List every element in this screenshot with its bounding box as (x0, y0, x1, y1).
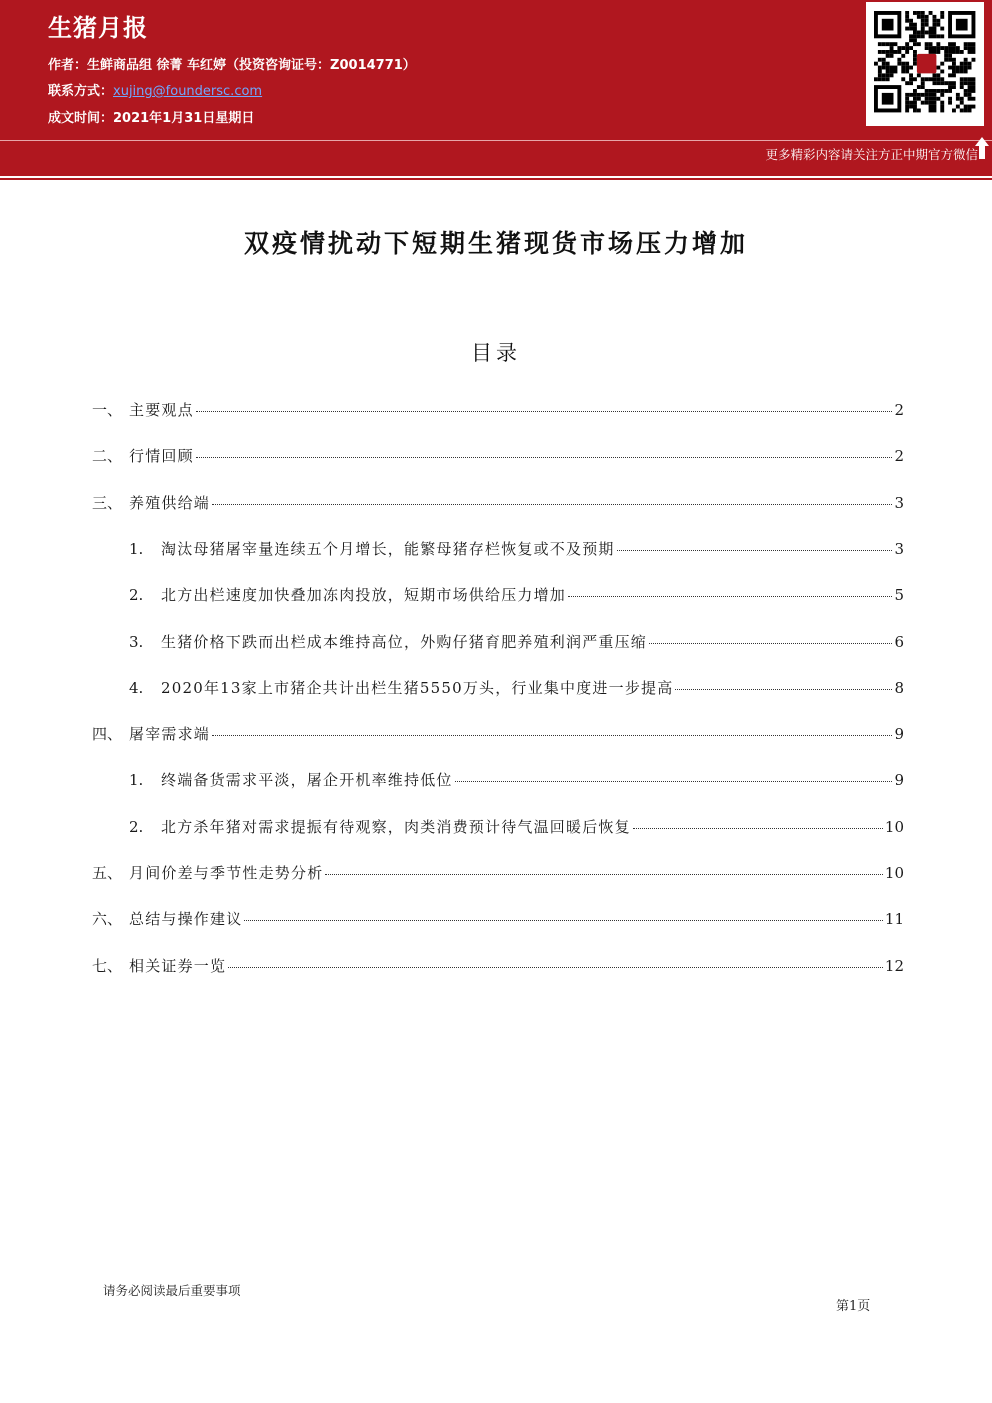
toc-dot-leader (633, 828, 883, 829)
toc-entry-page: 6 (894, 632, 904, 651)
toc-dot-leader (568, 596, 892, 597)
contact-email-link[interactable]: xujing@foundersc.com (113, 84, 263, 99)
toc-entry-number: 四、 (92, 725, 123, 744)
toc-entry-title: 行情回顾 (129, 447, 194, 466)
up-arrow-icon (975, 137, 989, 159)
toc-entry-page: 2 (894, 447, 904, 466)
toc-entry-title: 2020年13家上市猪企共计出栏生猪5550万头，行业集中度进一步提高 (161, 678, 674, 697)
toc-entry-page: 10 (884, 817, 904, 836)
wechat-follow-tip: 更多精彩内容请关注方正中期官方微信 (765, 147, 978, 162)
toc-entry-number: 二、 (92, 447, 123, 466)
toc-dot-leader (212, 735, 892, 736)
header-rule-thin (0, 178, 992, 180)
toc-entry[interactable] (92, 863, 904, 883)
toc-entry-page: 9 (894, 725, 904, 744)
toc-dot-leader (212, 504, 892, 505)
toc-entry[interactable] (92, 956, 904, 976)
toc-dot-leader (675, 689, 892, 690)
header-rule-thick (0, 172, 992, 176)
toc-entry-title: 总结与操作建议 (129, 910, 243, 929)
toc-entry-title: 月间价差与季节性走势分析 (129, 864, 324, 882)
date-line: 成文时间：2021年1月31日星期日 (48, 111, 255, 126)
toc-entry[interactable] (92, 493, 904, 513)
author-line: 作者：生鲜商品组 徐菁 车红婷（投资咨询证号：Z0014771） (48, 58, 416, 73)
toc-entry-number: 三、 (92, 493, 123, 512)
toc-entry-number: 2. (129, 817, 144, 836)
toc-entry-title: 生猪价格下跌而出栏成本维持高位，外购仔猪育肥养殖利润严重压缩 (161, 632, 648, 651)
toc-entry[interactable] (129, 632, 904, 652)
contact-line (48, 80, 262, 99)
toc-dot-leader (196, 457, 893, 458)
toc-entry-page: 9 (894, 771, 904, 790)
toc-dot-leader (244, 920, 883, 921)
toc-entry[interactable] (92, 400, 904, 420)
toc-entry-title: 相关证券一览 (129, 956, 227, 975)
toc-entry-number: 4. (129, 678, 144, 697)
toc-entry[interactable] (129, 585, 904, 605)
toc-entry[interactable] (129, 770, 904, 790)
toc-entry[interactable] (92, 446, 904, 466)
header-divider (0, 140, 992, 141)
wechat-qr-code (866, 2, 984, 126)
toc-entry-number: 五、 (92, 864, 123, 882)
toc-dot-leader (228, 967, 883, 968)
toc-entry-title: 淘汰母猪屠宰量连续五个月增长，能繁母猪存栏恢复或不及预期 (161, 539, 615, 558)
contact-label: 联系方式： (48, 84, 114, 99)
document-title: 双疫情扰动下短期生猪现货市场压力增加 (243, 229, 748, 258)
toc-entry-number: 3. (129, 632, 144, 651)
toc-entry-number: 七、 (92, 956, 123, 975)
report-header (0, 0, 992, 172)
toc-entry-page: 12 (884, 956, 904, 975)
toc-entry-number: 一、 (92, 401, 123, 419)
toc-entry[interactable] (92, 909, 904, 929)
toc-entry-number: 1. (129, 771, 144, 790)
toc-entry-page: 2 (894, 401, 904, 419)
toc-entry-number: 2. (129, 586, 144, 605)
toc-entry[interactable] (129, 817, 904, 837)
toc-entry[interactable] (129, 678, 904, 698)
toc-dot-leader (455, 781, 893, 782)
toc-entry-title: 北方出栏速度加快叠加冻肉投放，短期市场供给压力增加 (161, 586, 567, 605)
disclaimer-note: 请务必阅读最后重要事项 (103, 1283, 241, 1298)
toc-entry-title: 养殖供给端 (129, 493, 211, 512)
toc-entry-number: 六、 (92, 910, 123, 929)
toc-entry-title: 主要观点 (129, 401, 194, 419)
toc-entry[interactable] (129, 539, 904, 559)
toc-entry-page: 3 (894, 539, 904, 558)
toc-entry-page: 10 (884, 864, 904, 882)
toc-dot-leader (649, 643, 892, 644)
toc-entry-title: 北方杀年猪对需求提振有待观察，肉类消费预计待气温回暖后恢复 (161, 817, 631, 836)
toc-entry-number: 1. (129, 539, 144, 558)
toc-entry-page: 3 (894, 493, 904, 512)
toc-entry-title: 终端备货需求平淡，屠企开机率维持低位 (161, 771, 453, 790)
toc-entry-title: 屠宰需求端 (129, 725, 211, 744)
toc-entry[interactable] (92, 724, 904, 744)
toc-heading: 目录 (471, 341, 521, 365)
page-number: 第1页 (836, 1299, 871, 1314)
toc-dot-leader (196, 411, 893, 412)
toc-entry-page: 11 (884, 910, 904, 929)
toc-dot-leader (325, 874, 883, 875)
toc-dot-leader (617, 550, 893, 551)
toc-entry-page: 5 (894, 586, 904, 605)
report-series-title: 生猪月报 (48, 14, 148, 42)
toc-entry-page: 8 (894, 678, 904, 697)
